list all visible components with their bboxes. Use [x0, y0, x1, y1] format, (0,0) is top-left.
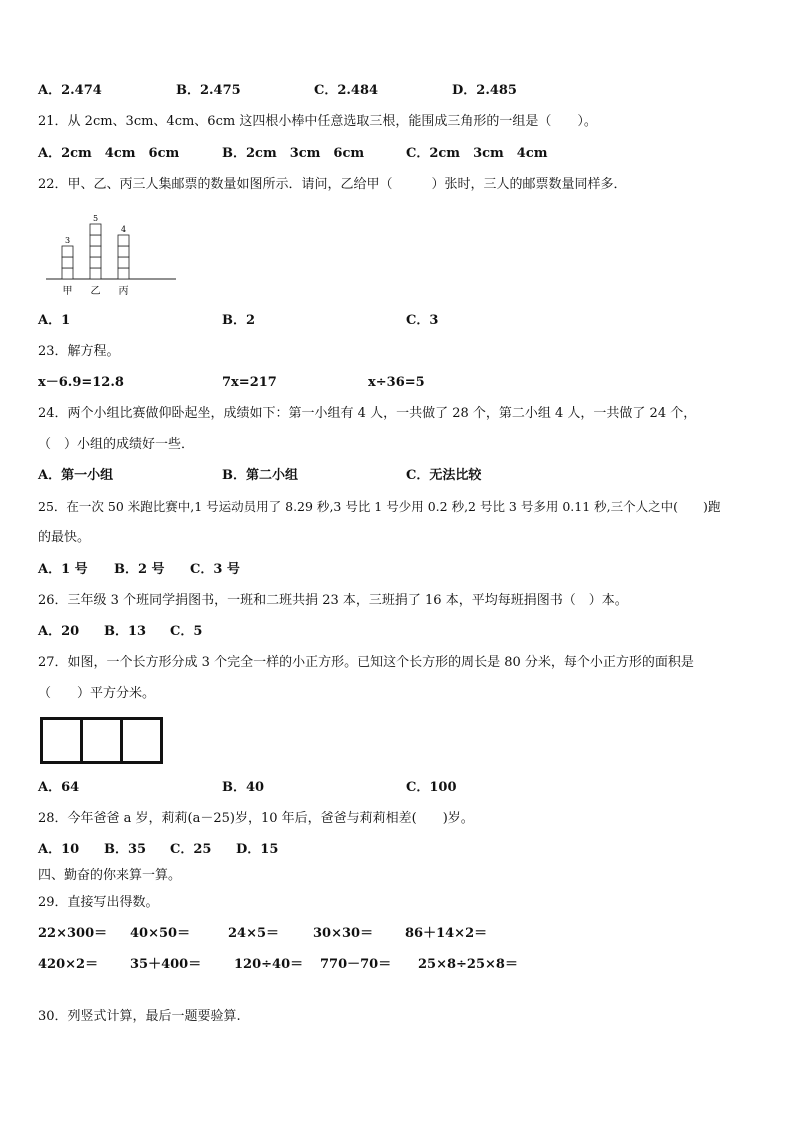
q24-question-line2: （ ）小组的成绩好一些．	[38, 437, 195, 452]
q25-question-line2: 的最快。	[38, 530, 91, 545]
bar-1-value-label: 3	[64, 236, 71, 245]
q29-item-6: 420×2＝	[38, 957, 99, 972]
q20-option-b: B．2.475	[176, 83, 241, 98]
q27-question-line1: 27．如图，一个长方形分成 3 个完全一样的小正方形。已知这个长方形的周长是 80 分米，每个小正方形的面积是	[38, 655, 694, 670]
q26-option-a: A．20	[38, 624, 80, 639]
bar-2-unit-4	[90, 235, 101, 246]
q29-item-9: 770－70＝	[320, 957, 392, 972]
bar-2-unit-2	[90, 257, 101, 268]
q29-item-8: 120÷40＝	[234, 957, 304, 972]
q24-question-line1: 24．两个小组比赛做仰卧起坐，成绩如下：第一小组有 4 人，一共做了 28 个，第二小组 4 人，一共做了 24 个，	[38, 406, 697, 421]
q26-question: 26．三年级 3 个班同学捐图书，一班和二班共捐 23 本，三班捐了 16 本，平均每班捐图书（ ）本。	[38, 593, 628, 608]
q28-option-a: A．10	[38, 842, 80, 857]
q29-item-1: 22×300＝	[38, 926, 108, 941]
q24-option-a: A．第一小组	[38, 468, 114, 483]
q26-option-c: C．5	[170, 624, 203, 639]
bar-2-unit-1	[90, 268, 101, 279]
bar-3-unit-2	[118, 257, 129, 268]
q21-option-a: A．2cm 4cm 6cm	[38, 146, 180, 161]
q26-option-b: B．13	[104, 624, 147, 639]
q23-question: 23．解方程。	[38, 344, 120, 359]
q24-option-b: B．第二小组	[222, 468, 298, 483]
bar-3-category-label: 丙	[118, 286, 129, 297]
q29-question: 29．直接写出得数。	[38, 895, 159, 910]
bar-2-value-label: 5	[92, 214, 99, 223]
stamp-count-chart	[44, 205, 179, 300]
q25-option-a: A．1 号	[38, 562, 88, 577]
q30-question: 30．列竖式计算，最后一题要验算.	[38, 1009, 241, 1024]
q22-question: 22．甲、乙、丙三人集邮票的数量如图所示．请问，乙给甲（ ）张时，三人的邮票数量同样多．	[38, 177, 627, 192]
q23-equation-1: x－6.9=12.8	[38, 375, 124, 390]
q25-option-b: B．2 号	[114, 562, 165, 577]
bar-3-unit-4	[118, 235, 129, 246]
bar-2-unit-5	[90, 224, 101, 235]
q27-option-a: A．64	[38, 780, 80, 795]
q20-option-c: C．2.484	[314, 83, 379, 98]
rectangle-three-squares-figure	[40, 717, 163, 764]
q29-item-5: 86＋14×2＝	[405, 926, 488, 941]
q20-option-a: A．2.474	[38, 83, 102, 98]
q27-option-b: B．40	[222, 780, 265, 795]
bar-3-unit-3	[118, 246, 129, 257]
q25-question-line1: 25．在一次 50 米跑比赛中,1 号运动员用了 8.29 秒,3 号比 1 号少用 0.2 秒,2 号比 3 号多用 0.11 秒,三个人之中( )跑	[38, 499, 721, 514]
q21-option-b: B．2cm 3cm 6cm	[222, 146, 365, 161]
bar-1-unit-2	[62, 257, 73, 268]
q28-question: 28．今年爸爸 a 岁，莉莉(a－25)岁，10 年后，爸爸与莉莉相差( )岁。	[38, 811, 474, 826]
q21-question: 21．从 2cm、3cm、4cm、6cm 这四根小棒中任意选取三根，能围成三角形的一组是（ ）。	[38, 114, 597, 129]
q28-option-c: C．25	[170, 842, 212, 857]
q27-option-c: C．100	[406, 780, 457, 795]
bar-3-unit-1	[118, 268, 129, 279]
bar-1-category-label: 甲	[62, 286, 73, 297]
q23-equation-2: 7x=217	[222, 375, 277, 390]
q28-option-b: B．35	[104, 842, 147, 857]
q28-option-d: D．15	[236, 842, 279, 857]
bar-3-value-label: 4	[120, 225, 127, 234]
q29-item-3: 24×5＝	[228, 926, 280, 941]
q22-option-c: C．3	[406, 313, 439, 328]
q24-option-c: C．无法比较	[406, 468, 482, 483]
q20-option-d: D．2.485	[452, 83, 517, 98]
bar-1-unit-1	[62, 268, 73, 279]
q22-option-b: B．2	[222, 313, 256, 328]
bar-1-unit-3	[62, 246, 73, 257]
q25-option-c: C．3 号	[190, 562, 240, 577]
q22-option-a: A．1	[38, 313, 71, 328]
q29-item-10: 25×8÷25×8＝	[418, 957, 518, 972]
bar-2-unit-3	[90, 246, 101, 257]
section-4-title: 四、勤奋的你来算一算。	[38, 868, 182, 883]
bar-2-category-label: 乙	[90, 286, 101, 297]
q27-question-line2: （ ）平方分米。	[38, 686, 156, 701]
q23-equation-3: x÷36=5	[368, 375, 425, 390]
q21-option-c: C．2cm 3cm 4cm	[406, 146, 548, 161]
q29-item-2: 40×50＝	[130, 926, 191, 941]
q29-item-4: 30×30＝	[313, 926, 374, 941]
q29-item-7: 35＋400＝	[130, 957, 202, 972]
rectangle-outline	[42, 719, 162, 763]
